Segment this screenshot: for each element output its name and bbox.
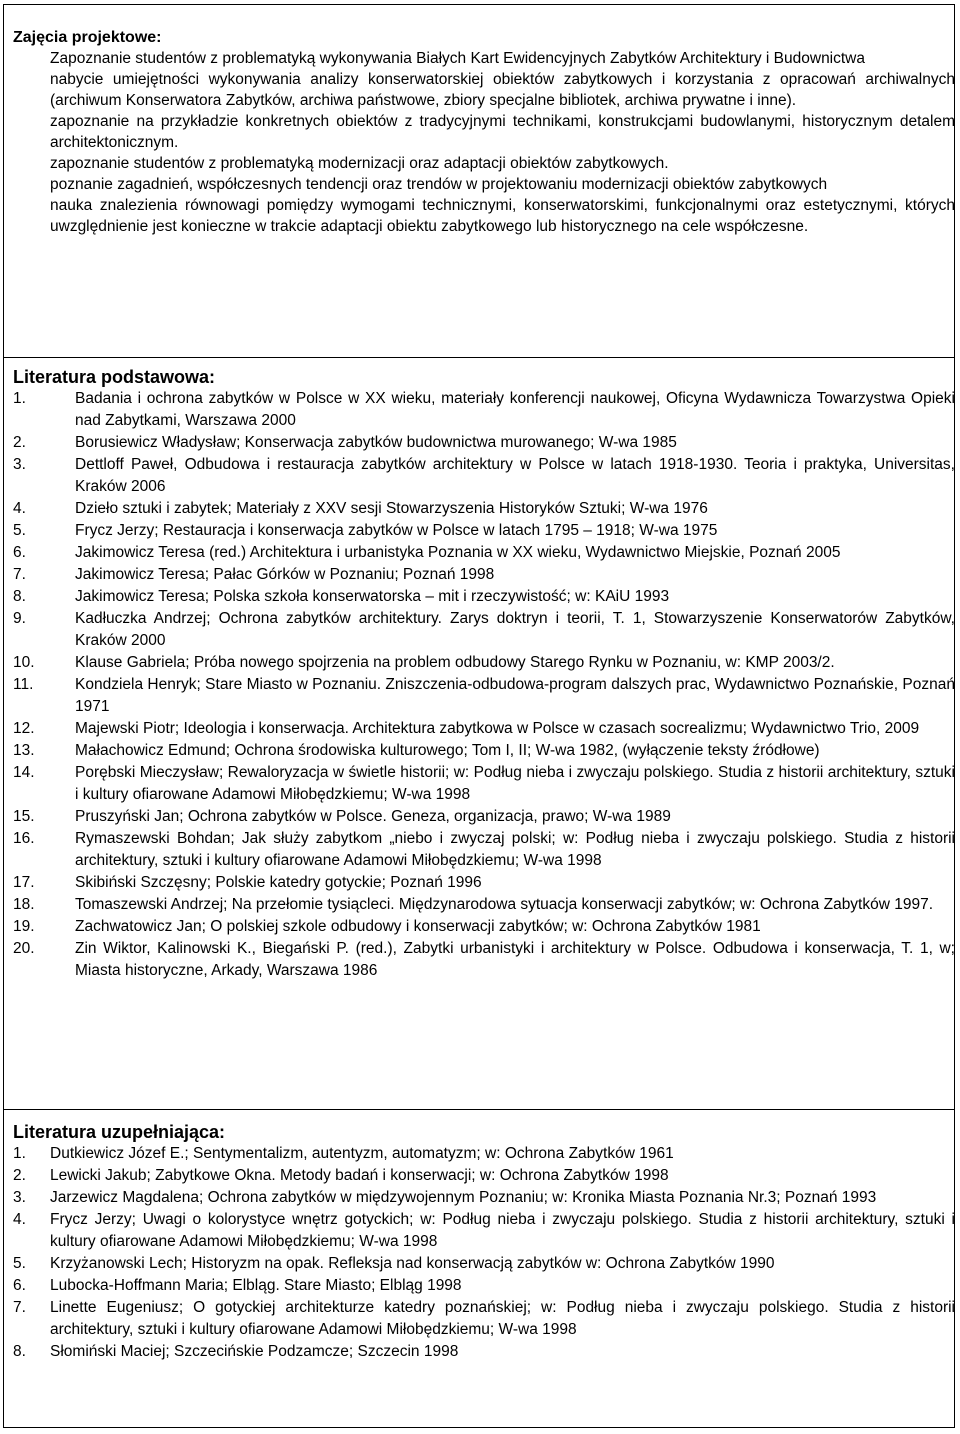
literature-item [13, 586, 955, 608]
literature-item [13, 564, 955, 586]
projects-paragraphs [13, 48, 955, 237]
item-text: Borusiewicz Władysław; Konserwacja zabytków budownictwa murowanego; W-wa 1985 [75, 434, 677, 451]
item-text: Dutkiewicz Józef E.; Sentymentalizm, autentyzm, automatyzm; w: Ochrona Zabytków 1961 [50, 1145, 674, 1162]
item-text: Jakimowicz Teresa; Pałac Górków w Poznaniu; Poznań 1998 [75, 566, 495, 583]
literature-item [13, 520, 955, 542]
item-number: 5. [13, 1255, 26, 1272]
literature-item [13, 762, 955, 806]
item-text: Frycz Jerzy; Restauracja i konserwacja zabytków w Polsce w latach 1795 – 1918; W-wa 1975 [75, 522, 718, 539]
literature-item [13, 1297, 955, 1341]
literature-item [13, 388, 955, 432]
projects-paragraph: zapoznanie studentów z problematyką modernizacji oraz adaptacji obiektów zabytkowych. [50, 155, 669, 172]
literature-item [13, 652, 955, 674]
item-number: 14. [13, 764, 35, 781]
item-number: 9. [13, 610, 26, 627]
projects-paragraph: poznanie zagadnień, współczesnych tendencji oraz trendów w projektowaniu modernizacji obiektów zabytkowych [50, 176, 828, 193]
basic-literature-list [13, 388, 955, 982]
item-text: Skibiński Szczęsny; Polskie katedry gotyckie; Poznań 1996 [75, 874, 482, 891]
item-number: 7. [13, 566, 26, 583]
item-number: 18. [13, 896, 35, 913]
item-number: 4. [13, 1211, 26, 1228]
item-number: 1. [13, 1145, 26, 1162]
projects-section [13, 28, 955, 237]
literature-item [13, 916, 955, 938]
item-text: Jarzewicz Magdalena; Ochrona zabytków w międzywojennym Poznaniu; w: Kronika Miasta Poznania Nr.3; Poznań 1993 [50, 1189, 877, 1206]
item-number: 8. [13, 1343, 26, 1360]
item-number: 12. [13, 720, 35, 737]
supplementary-literature-list [13, 1143, 955, 1363]
item-number: 5. [13, 522, 26, 539]
item-text: Zin Wiktor, Kalinowski K., Biegański P. (red.), Zabytki urbanistyki i architektury w Polsce. Odbudowa i konserwacja, T. 1, w; Miasta historyczne, Arkady, Warszawa 1986 [75, 940, 955, 979]
literature-item [13, 718, 955, 740]
item-text: Lubocka-Hoffmann Maria; Elbląg. Stare Miasto; Elbląg 1998 [50, 1277, 462, 1294]
literature-item [13, 1165, 955, 1187]
literature-item [13, 432, 955, 454]
item-number: 17. [13, 874, 35, 891]
item-text: Krzyżanowski Lech; Historyzm na opak. Refleksja nad konserwacją zabytków w: Ochrona Zabytków 1990 [50, 1255, 775, 1272]
projects-paragraph: nabycie umiejętności wykonywania analizy konserwatorskiej obiektów zabytkowych i korzystania z opracowań archiwalnych (archiwum Konserwatora Zabytków, archiwa państwowe, zbiory specjalne bibliotek, archiwa prywatne i inne). [50, 71, 955, 109]
literature-item [13, 894, 955, 916]
literature-item [13, 608, 955, 652]
item-number: 3. [13, 456, 26, 473]
item-number: 6. [13, 1277, 26, 1294]
item-number: 2. [13, 434, 26, 451]
item-text: Pruszyński Jan; Ochrona zabytków w Polsce. Geneza, organizacja, prawo; W-wa 1989 [75, 808, 671, 825]
literature-item [13, 498, 955, 520]
literature-item [13, 1187, 955, 1209]
section-divider [3, 357, 955, 358]
literature-item [13, 1209, 955, 1253]
item-text: Rymaszewski Bohdan; Jak służy zabytkom „niebo i zwyczaj polski; w: Podług nieba i zwyczaju polskiego. Studia z historii architektury, sztuki i kultury ofiarowane Adamowi Miłobędzkiemu; W-wa 1998 [75, 830, 955, 869]
item-number: 11. [13, 676, 34, 693]
projects-paragraph: zapoznanie na przykładzie konkretnych obiektów z tradycyjnymi technikami, konstrukcjami budowlanymi, historycznym detalem architektonicznym. [50, 113, 955, 151]
literature-item [13, 542, 955, 564]
item-number: 4. [13, 500, 26, 517]
item-number: 1. [13, 390, 26, 407]
item-text: Tomaszewski Andrzej; Na przełomie tysiącleci. Międzynarodowa sytuacja konserwacji zabytków; w: Ochrona Zabytków 1997. [75, 896, 934, 913]
item-text: Majewski Piotr; Ideologia i konserwacja. Architektura zabytkowa w Polsce w czasach socrealizmu; Wydawnictwo Trio, 2009 [75, 720, 920, 737]
projects-paragraph: nauka znalezienia równowagi pomiędzy wymogami technicznymi, konserwatorskimi, funkcjonalnymi oraz estetycznymi, których uwzględnienie jest konieczne w trakcie adaptacji obiektu zabytkowego lub historycznego na cele współczesne. [50, 197, 955, 235]
item-number: 8. [13, 588, 26, 605]
literature-item [13, 828, 955, 872]
item-text: Badania i ochrona zabytków w Polsce w XX wieku, materiały konferencji naukowej, Oficyna Wydawnicza Towarzystwa Opieki nad Zabytkami, Warszawa 2000 [75, 390, 955, 429]
item-text: Jakimowicz Teresa (red.) Architektura i urbanistyka Poznania w XX wieku, Wydawnictwo Miejskie, Poznań 2005 [75, 544, 841, 561]
item-text: Kondziela Henryk; Stare Miasto w Poznaniu. Zniszczenia-odbudowa-program dalszych prac, Wydawnictwo Poznańskie, Poznań 1971 [75, 676, 955, 715]
item-text: Porębski Mieczysław; Rewaloryzacja w świetle historii; w: Podług nieba i zwyczaju polskiego. Studia z historii architektury, sztuki i kultury ofiarowane Adamowi Miłobędzkiemu; W-wa 1998 [75, 764, 955, 803]
item-number: 15. [13, 808, 35, 825]
item-number: 3. [13, 1189, 26, 1206]
supplementary-literature-title: Literatura uzupełniająca: [13, 1122, 226, 1142]
item-number: 20. [13, 940, 35, 957]
item-number: 13. [13, 742, 35, 759]
literature-item [13, 674, 955, 718]
literature-item [13, 1253, 955, 1275]
item-number: 10. [13, 654, 35, 671]
item-text: Dettloff Paweł, Odbudowa i restauracja zabytków architektury w Polsce w latach 1918-1930. Teoria i praktyka, Universitas, Kraków 2006 [75, 456, 955, 495]
projects-title: Zajęcia projektowe: [13, 29, 162, 46]
item-text: Frycz Jerzy; Uwagi o kolorystyce wnętrz gotyckich; w: Podług nieba i zwyczaju polskiego. Studia z historii architektury, sztuki i kultury ofiarowane Adamowi Miłobędzkiemu; W-wa 1998 [50, 1211, 955, 1250]
section-divider [3, 1109, 955, 1110]
item-text: Linette Eugeniusz; O gotyckiej architekturze katedry poznańskiej; w: Podług nieba i zwyczaju polskiego. Studia z historii architektury, sztuki i kultury ofiarowane Adamowi Miłobędzkiemu; W-wa 1998 [50, 1299, 955, 1338]
literature-item [13, 1143, 955, 1165]
literature-item [13, 1275, 955, 1297]
item-text: Klause Gabriela; Próba nowego spojrzenia na problem odbudowy Starego Rynku w Poznaniu, w: KMP 2003/2. [75, 654, 835, 671]
item-text: Jakimowicz Teresa; Polska szkoła konserwatorska – mit i rzeczywistość; w: KAiU 1993 [75, 588, 670, 605]
item-number: 19. [13, 918, 35, 935]
literature-item [13, 1341, 955, 1363]
item-text: Dzieło sztuki i zabytek; Materiały z XXV sesji Stowarzyszenia Historyków Sztuki; W-wa 1976 [75, 500, 708, 517]
literature-item [13, 740, 955, 762]
item-text: Małachowicz Edmund; Ochrona środowiska kulturowego; Tom I, II; W-wa 1982, (wyłączenie teksty źródłowe) [75, 742, 820, 759]
item-number: 2. [13, 1167, 26, 1184]
item-text: Kadłuczka Andrzej; Ochrona zabytków architektury. Zarys doktryn i teorii, T. 1, Stowarzyszenie Konserwatorów Zabytków, Kraków 2000 [75, 610, 955, 649]
literature-item [13, 872, 955, 894]
projects-paragraph: Zapoznanie studentów z problematyką wykonywania Białych Kart Ewidencyjnych Zabytków Architektury i Budownictwa [50, 50, 865, 67]
item-number: 16. [13, 830, 35, 847]
item-text: Lewicki Jakub; Zabytkowe Okna. Metody badań i konserwacji; w: Ochrona Zabytków 1998 [50, 1167, 669, 1184]
literature-item [13, 938, 955, 982]
item-number: 7. [13, 1299, 26, 1316]
basic-literature-title: Literatura podstawowa: [13, 367, 216, 387]
item-text: Słomiński Maciej; Szczecińskie Podzamcze; Szczecin 1998 [50, 1343, 459, 1360]
item-number: 6. [13, 544, 26, 561]
supplementary-literature-section [13, 1121, 955, 1363]
basic-literature-section [13, 366, 955, 982]
literature-item [13, 454, 955, 498]
literature-item [13, 806, 955, 828]
item-text: Zachwatowicz Jan; O polskiej szkole odbudowy i konserwacji zabytków; w: Ochrona Zabytków 1981 [75, 918, 761, 935]
